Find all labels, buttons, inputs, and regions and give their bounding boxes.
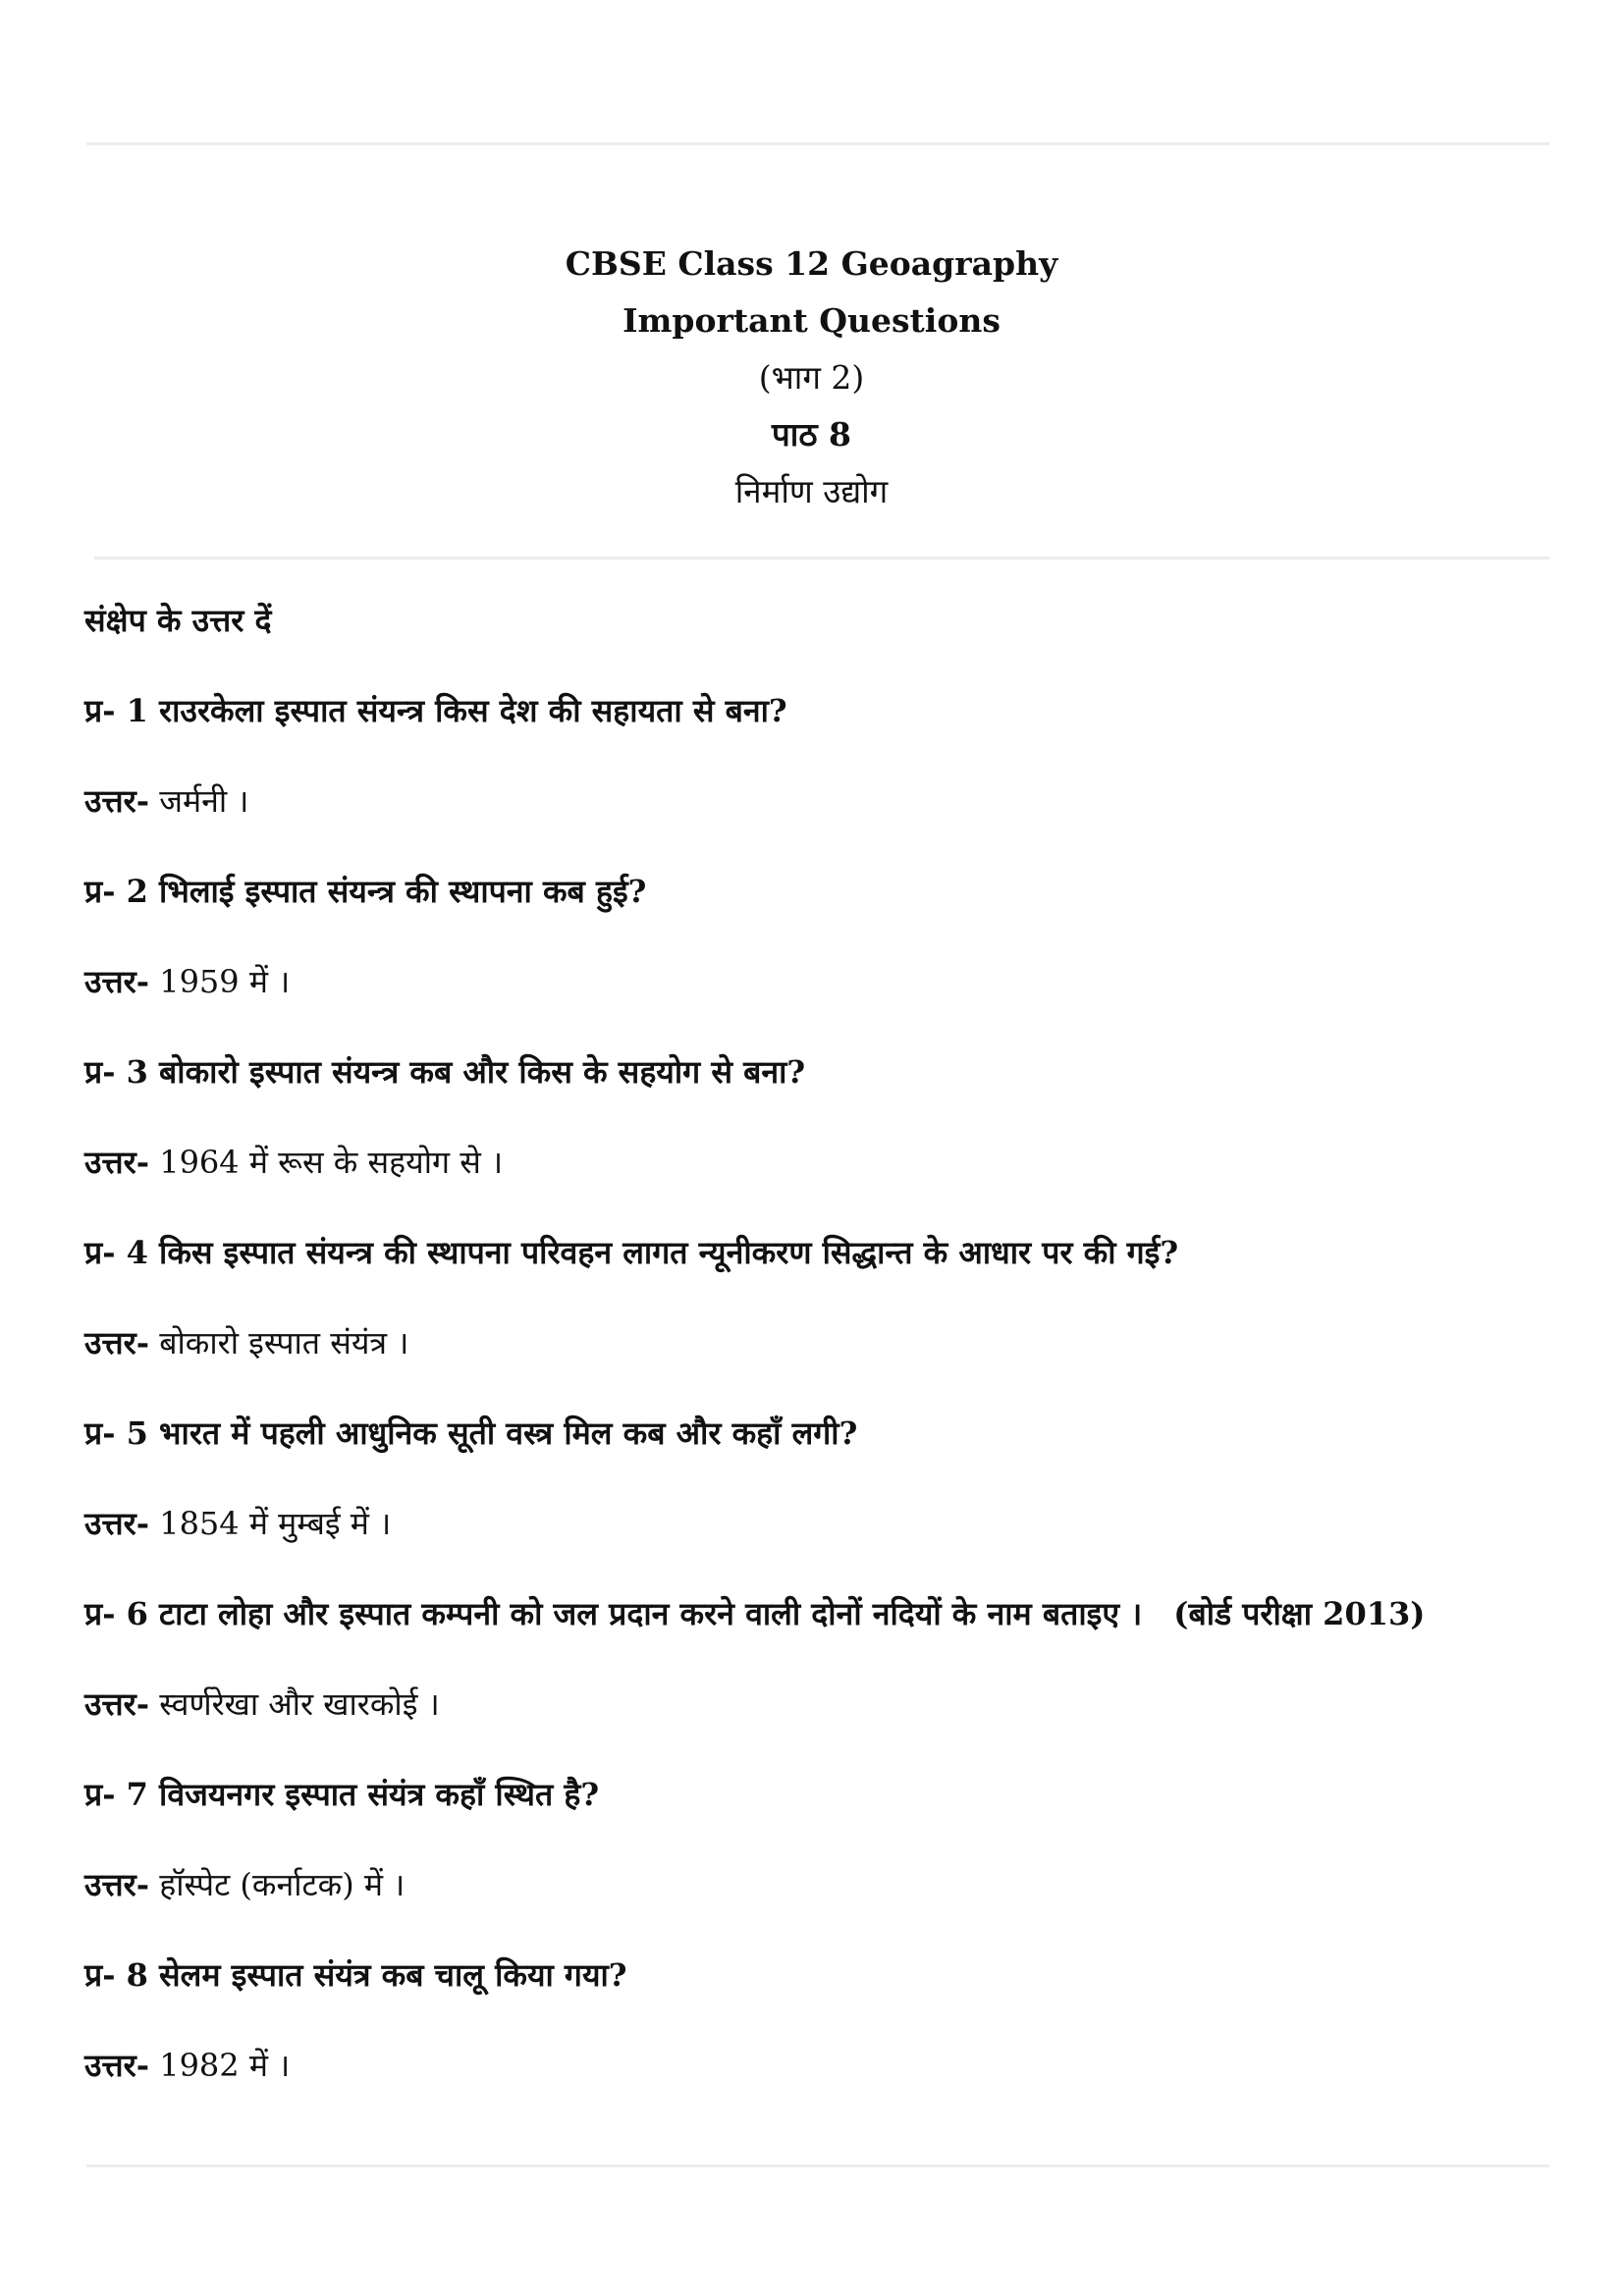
answer	[84, 958, 1538, 1017]
chapter-number: पाठ 8	[772, 415, 851, 454]
board-exam-tag: (बोर्ड परीक्षा 2013)	[1173, 1595, 1426, 1632]
answer	[84, 1139, 1538, 1198]
section-title: संक्षेप के उत्तर दें	[84, 602, 272, 639]
qa-item	[84, 1590, 1538, 1739]
answer	[84, 1319, 1538, 1378]
qa-item	[84, 1048, 1538, 1198]
qa-content	[84, 597, 1538, 2132]
answer-label: उत्तर-	[84, 1685, 150, 1723]
question: प्र- 1 राउरकेला इस्पात संयन्त्र किस देश की सहायता से बना?	[84, 692, 787, 729]
bottom-divider	[86, 2164, 1549, 2167]
answer-text: बोकारो इस्पात संयंत्र ।	[149, 1324, 409, 1362]
answer	[84, 1681, 1538, 1739]
answer-label: उत्तर-	[84, 963, 150, 1000]
chapter-name: निर्माण उद्योग	[734, 472, 889, 510]
question: प्र- 4 किस इस्पात संयन्त्र की स्थापना परिवहन लागत न्यूनीकरण सिद्धान्त के आधार पर की गई?	[84, 1234, 1179, 1271]
document-subtitle: Important Questions	[622, 301, 1001, 340]
answer-label: उत्तर-	[84, 1324, 150, 1362]
question: प्र- 5 भारत में पहली आधुनिक सूती वस्त्र मिल कब और कहाँ लगी?	[84, 1415, 858, 1452]
answer-label: उत्तर-	[84, 1866, 150, 1903]
document-header	[0, 236, 1623, 520]
answer-text: स्वर्णरेखा और खारकोई ।	[149, 1685, 440, 1723]
answer-label: उत्तर-	[84, 1144, 150, 1181]
answer-text: 1964 में रूस के सहयोग से ।	[149, 1144, 504, 1181]
qa-item	[84, 1410, 1538, 1559]
qa-item	[84, 1771, 1538, 1920]
question	[84, 1590, 1538, 1649]
answer	[84, 2042, 1538, 2101]
question: प्र- 8 सेलम इस्पात संयंत्र कब चालू किया गया?	[84, 1956, 627, 1994]
answer-text: जर्मनी ।	[149, 782, 249, 820]
question: प्र- 3 बोकारो इस्पात संयन्त्र कब और किस के सहयोग से बना?	[84, 1053, 806, 1091]
part-label: (भाग 2)	[758, 358, 865, 397]
answer-label: उत्तर-	[84, 782, 150, 820]
answer-text: हॉस्पेट (कर्नाटक) में ।	[149, 1866, 406, 1903]
qa-item	[84, 1951, 1538, 2101]
answer	[84, 777, 1538, 836]
header-divider	[94, 557, 1549, 560]
top-divider	[86, 142, 1549, 145]
qa-item	[84, 687, 1538, 836]
answer-label: उत्तर-	[84, 2047, 150, 2084]
qa-item	[84, 1229, 1538, 1378]
question-text: प्र- 6 टाटा लोहा और इस्पात कम्पनी को जल प्रदान करने वाली दोनों नदियों के नाम बताइए ।	[84, 1595, 1143, 1632]
question: प्र- 2 भिलाई इस्पात संयन्त्र की स्थापना कब हुई?	[84, 873, 647, 910]
document-title: CBSE Class 12 Geoagraphy	[565, 244, 1058, 283]
answer-label: उत्तर-	[84, 1505, 150, 1542]
answer-text: 1854 में मुम्बई में ।	[149, 1505, 392, 1542]
answer-text: 1982 में ।	[149, 2047, 291, 2084]
question: प्र- 7 विजयनगर इस्पात संयंत्र कहाँ स्थित है?	[84, 1776, 600, 1813]
answer	[84, 1861, 1538, 1920]
answer-text: 1959 में ।	[149, 963, 291, 1000]
answer	[84, 1500, 1538, 1559]
qa-item	[84, 868, 1538, 1017]
